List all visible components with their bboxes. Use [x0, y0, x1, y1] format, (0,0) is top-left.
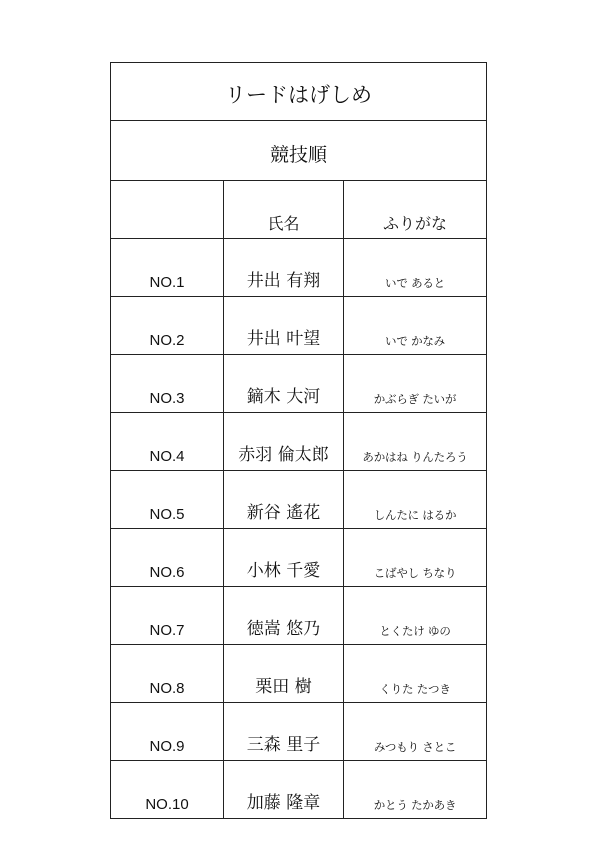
- row-kana: あかはね りんたろう: [344, 413, 487, 471]
- table-row: [111, 471, 487, 529]
- row-kana: しんたに はるか: [344, 471, 487, 529]
- row-number: NO.8: [111, 645, 224, 703]
- row-name: 小林 千愛: [224, 529, 344, 587]
- row-name: 徳嵩 悠乃: [224, 587, 344, 645]
- table-row: [111, 761, 487, 819]
- row-kana: かとう たかあき: [344, 761, 487, 819]
- row-kana: とくたけ ゆの: [344, 587, 487, 645]
- row-name: 井出 有翔: [224, 239, 344, 297]
- row-number: NO.5: [111, 471, 224, 529]
- row-number: NO.10: [111, 761, 224, 819]
- title-row: [111, 63, 487, 121]
- row-number: NO.2: [111, 297, 224, 355]
- table-row: [111, 587, 487, 645]
- row-number: NO.1: [111, 239, 224, 297]
- row-name: 赤羽 倫太郎: [224, 413, 344, 471]
- row-kana: いで あると: [344, 239, 487, 297]
- row-kana: くりた たつき: [344, 645, 487, 703]
- page-title: リードはげしめ: [111, 63, 487, 121]
- subtitle-row: [111, 121, 487, 181]
- row-number: NO.6: [111, 529, 224, 587]
- row-number: NO.9: [111, 703, 224, 761]
- row-name: 栗田 樹: [224, 645, 344, 703]
- row-number: NO.4: [111, 413, 224, 471]
- table-row: [111, 703, 487, 761]
- header-row: [111, 181, 487, 239]
- table-row: [111, 355, 487, 413]
- table-row: [111, 413, 487, 471]
- row-name: 加藤 隆章: [224, 761, 344, 819]
- row-kana: こばやし ちなり: [344, 529, 487, 587]
- table-row: [111, 297, 487, 355]
- row-number: NO.3: [111, 355, 224, 413]
- row-name: 鏑木 大河: [224, 355, 344, 413]
- row-kana: みつもり さとこ: [344, 703, 487, 761]
- row-kana: いで かなみ: [344, 297, 487, 355]
- row-number: NO.7: [111, 587, 224, 645]
- row-name: 三森 里子: [224, 703, 344, 761]
- header-number: [111, 181, 224, 239]
- header-kana: ふりがな: [344, 181, 487, 239]
- row-name: 井出 叶望: [224, 297, 344, 355]
- table-row: [111, 239, 487, 297]
- header-name: 氏名: [224, 181, 344, 239]
- page-subtitle: 競技順: [111, 121, 487, 181]
- table-row: [111, 645, 487, 703]
- competition-order-table: [110, 62, 487, 819]
- row-kana: かぶらぎ たいが: [344, 355, 487, 413]
- row-name: 新谷 遙花: [224, 471, 344, 529]
- table-row: [111, 529, 487, 587]
